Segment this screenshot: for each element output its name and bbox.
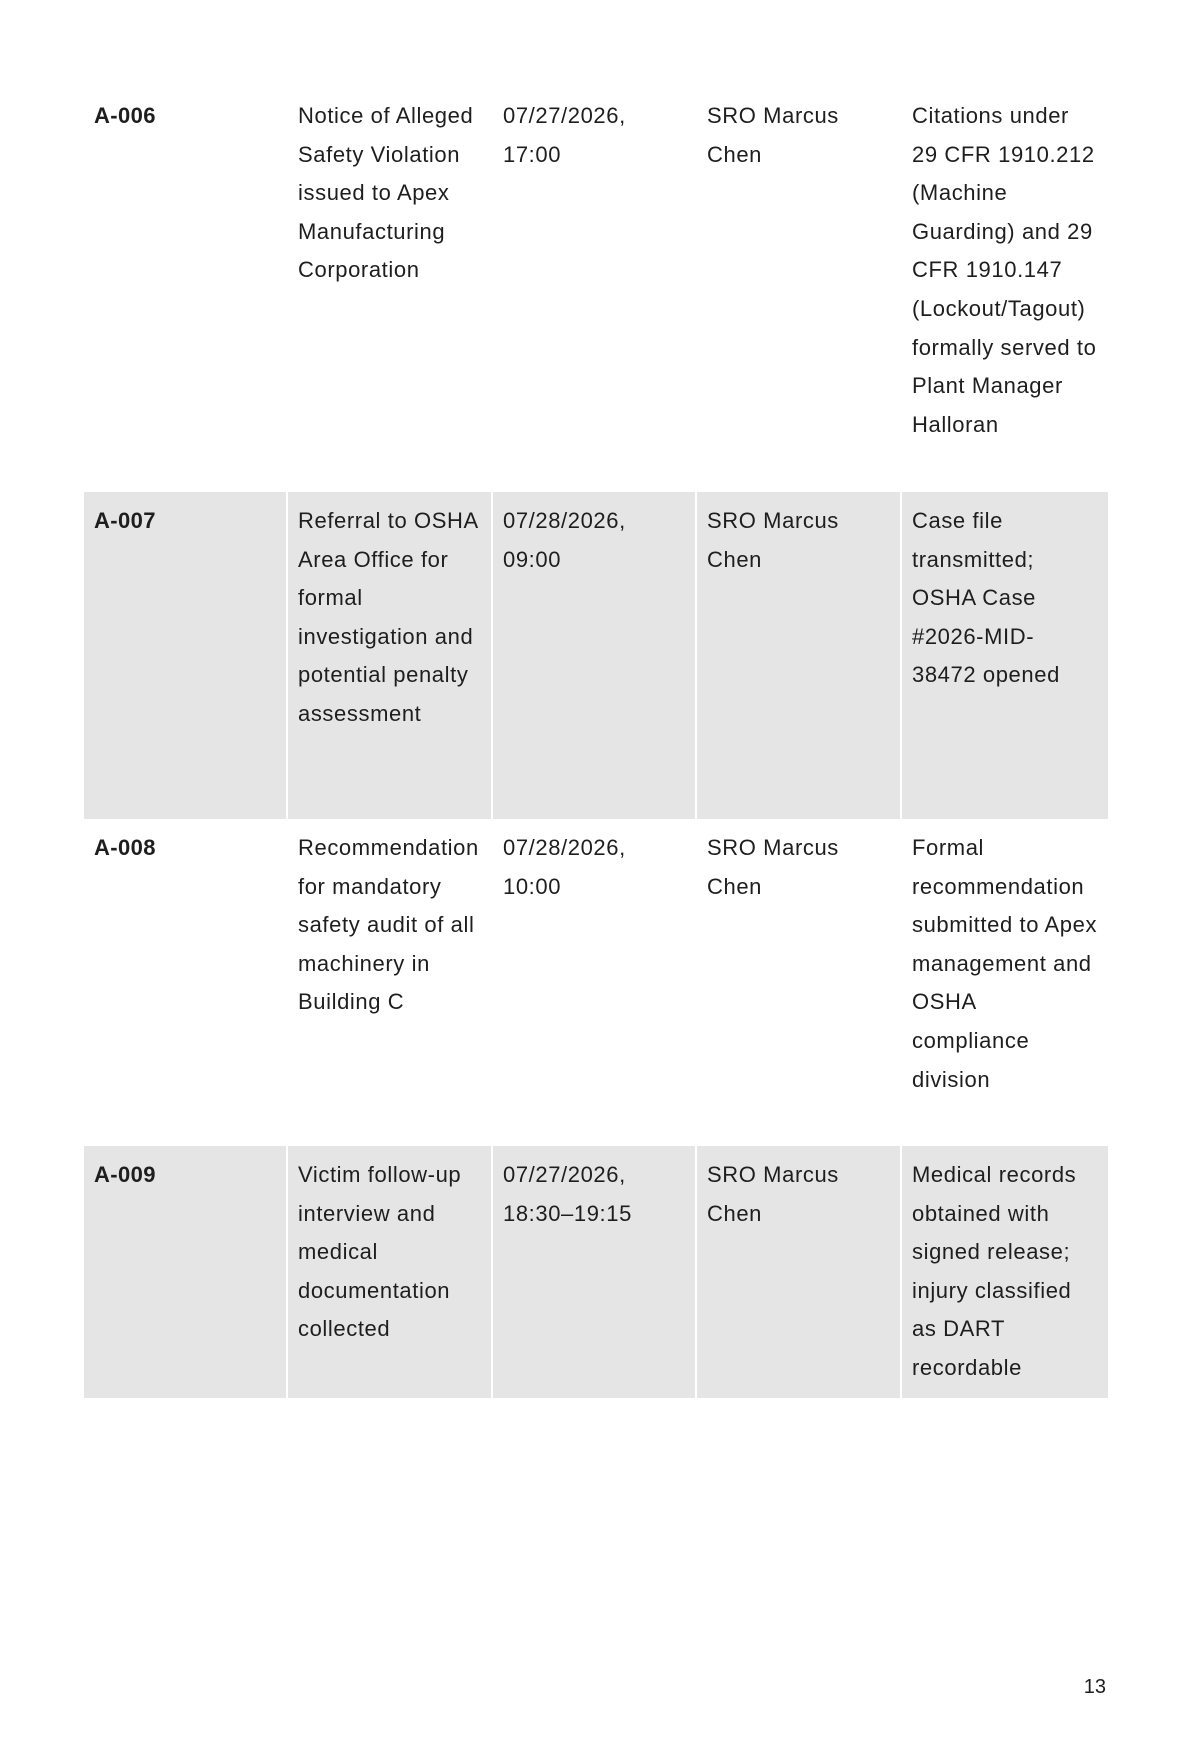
result-cell: Formal recommendation submitted to Apex management and OSHA compliance division: [901, 819, 1108, 1146]
action-log-table: [84, 87, 1108, 1398]
page-number: 13: [1083, 1676, 1106, 1698]
officer-cell: SRO Marcus Chen: [696, 492, 901, 819]
datetime-cell: 07/28/2026, 10:00: [492, 819, 696, 1146]
action-id-cell: A-007: [84, 492, 287, 819]
action-description-cell: Recommendation for mandatory safety audit of all machinery in Building C: [287, 819, 492, 1146]
result-cell: Case file transmitted; OSHA Case #2026-MID-38472 opened: [901, 492, 1108, 819]
table-row: [84, 492, 1108, 819]
table-row: [84, 1146, 1108, 1398]
table-row: [84, 819, 1108, 1146]
result-cell: Medical records obtained with signed release; injury classified as DART recordable: [901, 1146, 1108, 1398]
datetime-cell: 07/27/2026, 18:30–19:15: [492, 1146, 696, 1398]
datetime-cell: 07/27/2026, 17:00: [492, 87, 696, 492]
result-cell: Citations under 29 CFR 1910.212 (Machine Guarding) and 29 CFR 1910.147 (Lockout/Tagout) formally served to Plant Manager Halloran: [901, 87, 1108, 492]
action-id-cell: A-006: [94, 103, 156, 128]
officer-cell: SRO Marcus Chen: [696, 87, 901, 492]
action-description-cell: Notice of Alleged Safety Violation issued to Apex Manufacturing Corporation: [287, 87, 492, 492]
action-description-cell: Referral to OSHA Area Office for formal investigation and potential penalty assessment: [287, 492, 492, 819]
table-row: [84, 87, 1108, 492]
action-id-cell: A-009: [84, 1146, 287, 1398]
officer-cell: SRO Marcus Chen: [696, 819, 901, 1146]
action-description-cell: Victim follow-up interview and medical documentation collected: [287, 1146, 492, 1398]
datetime-cell: 07/28/2026, 09:00: [492, 492, 696, 819]
action-id-cell: A-008: [94, 835, 156, 860]
officer-cell: SRO Marcus Chen: [696, 1146, 901, 1398]
